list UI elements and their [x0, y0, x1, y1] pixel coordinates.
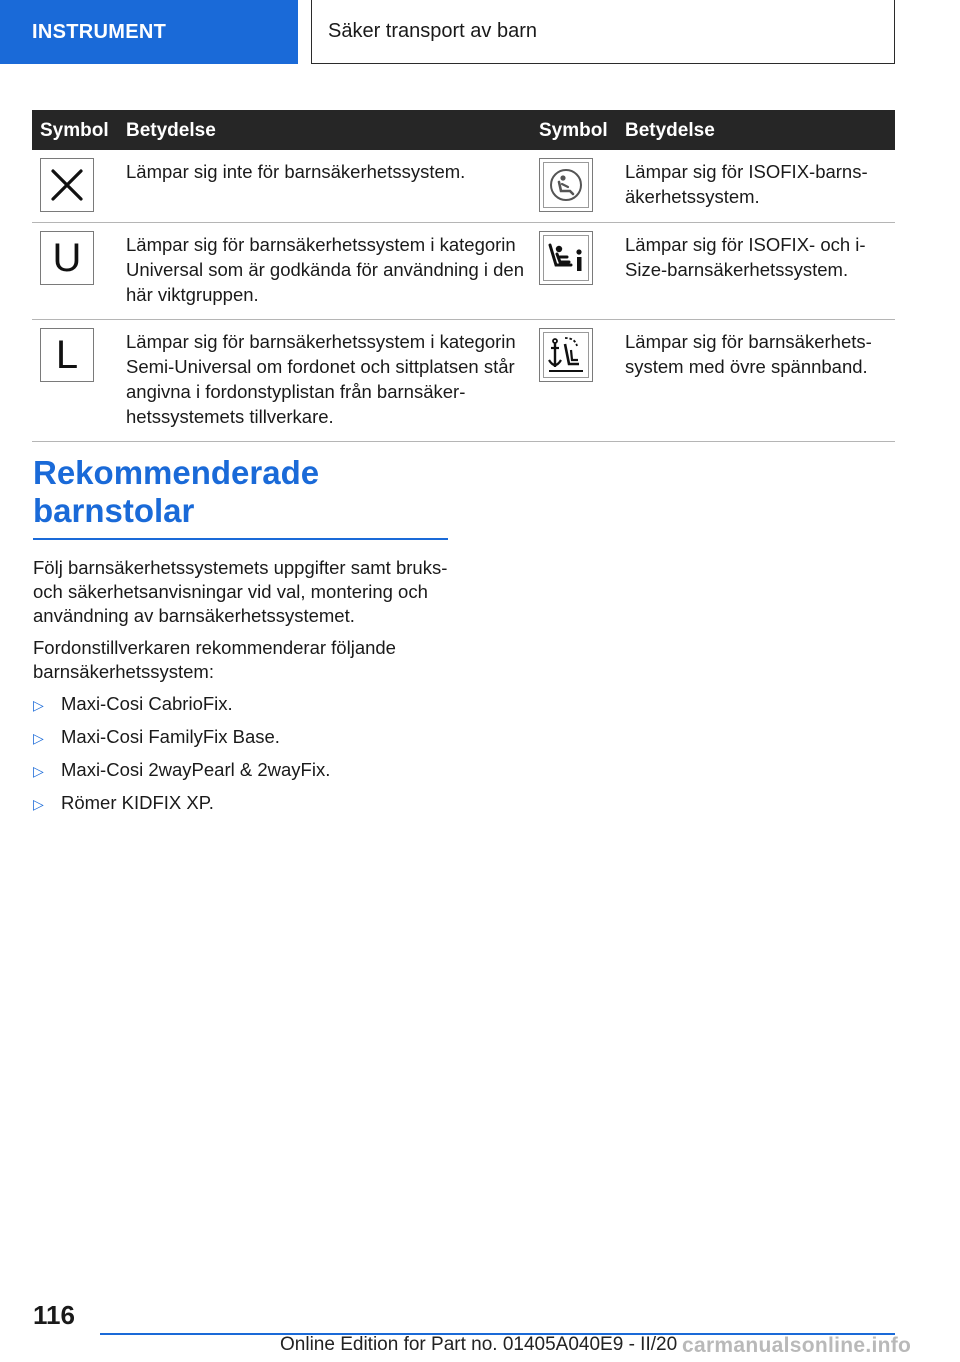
- table-header-row: [32, 110, 895, 150]
- page-number: 116: [33, 1300, 75, 1330]
- list-item-text: Maxi-Cosi 2wayPearl & 2wayFix.: [61, 759, 331, 780]
- list-item-text: Maxi-Cosi FamilyFix Base.: [61, 726, 280, 747]
- section-title: Rekommenderade barnstolar: [33, 454, 448, 540]
- symbol-table: [32, 110, 895, 442]
- footer-edition: Online Edition for Part no. 01405A040E9 - II/20: [280, 1334, 678, 1355]
- col-header-meaning-2: Betydelse: [617, 110, 895, 150]
- list-item: [33, 791, 453, 816]
- isofix-seat-circle-icon: [539, 158, 593, 212]
- table-cell-meaning: Lämpar sig för barnsäkerhetssystem i kategorin Semi-Universal om fordonet och sittplatsen står angivna i fordonstyplistan från barnsäkerhetssystemets tillverkare.: [118, 320, 531, 442]
- triangle-bullet-icon: ▷: [33, 697, 44, 713]
- list-item: [33, 758, 453, 783]
- table-cell-meaning: Lämpar sig för ISOFIX-barnsäkerhetssystem.: [617, 150, 895, 223]
- table-cell-meaning: Lämpar sig för ISOFIX- och i-Size-barnsäkerhetssystem.: [617, 223, 895, 320]
- list-item: [33, 725, 453, 750]
- list-item: [33, 692, 453, 717]
- col-header-symbol-2: Symbol: [531, 110, 617, 150]
- letter-u-icon: [40, 231, 94, 285]
- cross-icon: [40, 158, 94, 212]
- table-cell-meaning: Lämpar sig för barnsäkerhetssystem i kategorin Universal som är godkända för användning i den här viktgruppen.: [118, 223, 531, 320]
- header-title: Säker transport av barn: [328, 20, 537, 42]
- body-paragraph: Fordonstillverkaren rekommenderar följande barnsäkerhetssystem:: [33, 637, 396, 682]
- section-body: [33, 556, 453, 824]
- col-header-meaning: Betydelse: [118, 110, 531, 150]
- table-row: [32, 320, 895, 442]
- header-title-box: [311, 0, 895, 64]
- table-cell-meaning: Lämpar sig inte för barnsäkerhetssystem.: [118, 150, 531, 223]
- watermark: carmanualsonline.info: [682, 1334, 912, 1357]
- recommended-list: [33, 692, 453, 816]
- header-section-tab: [0, 0, 298, 64]
- table-row: [32, 150, 895, 223]
- table-cell-meaning: Lämpar sig för barnsäkerhetssystem med övre spännband.: [617, 320, 895, 442]
- icon-letter-l: L: [55, 333, 79, 377]
- triangle-bullet-icon: ▷: [33, 796, 44, 812]
- top-tether-anchor-icon: [539, 328, 593, 382]
- col-header-symbol: Symbol: [32, 110, 118, 150]
- triangle-bullet-icon: ▷: [33, 730, 44, 746]
- list-item-text: Römer KIDFIX XP.: [61, 792, 214, 813]
- list-item-text: Maxi-Cosi CabrioFix.: [61, 693, 233, 714]
- header-section-label: INSTRUMENT: [32, 20, 167, 43]
- icon-letter-u: U: [52, 236, 82, 280]
- triangle-bullet-icon: ▷: [33, 763, 44, 779]
- body-paragraph: Följ barnsäkerhetssystemets uppgifter samt bruks- och säkerhetsanvisningar vid val, montering och användning av barnsäkerhetssystemet.: [33, 557, 448, 626]
- table-row: [32, 223, 895, 320]
- letter-l-icon: [40, 328, 94, 382]
- i-size-seat-icon: [539, 231, 593, 285]
